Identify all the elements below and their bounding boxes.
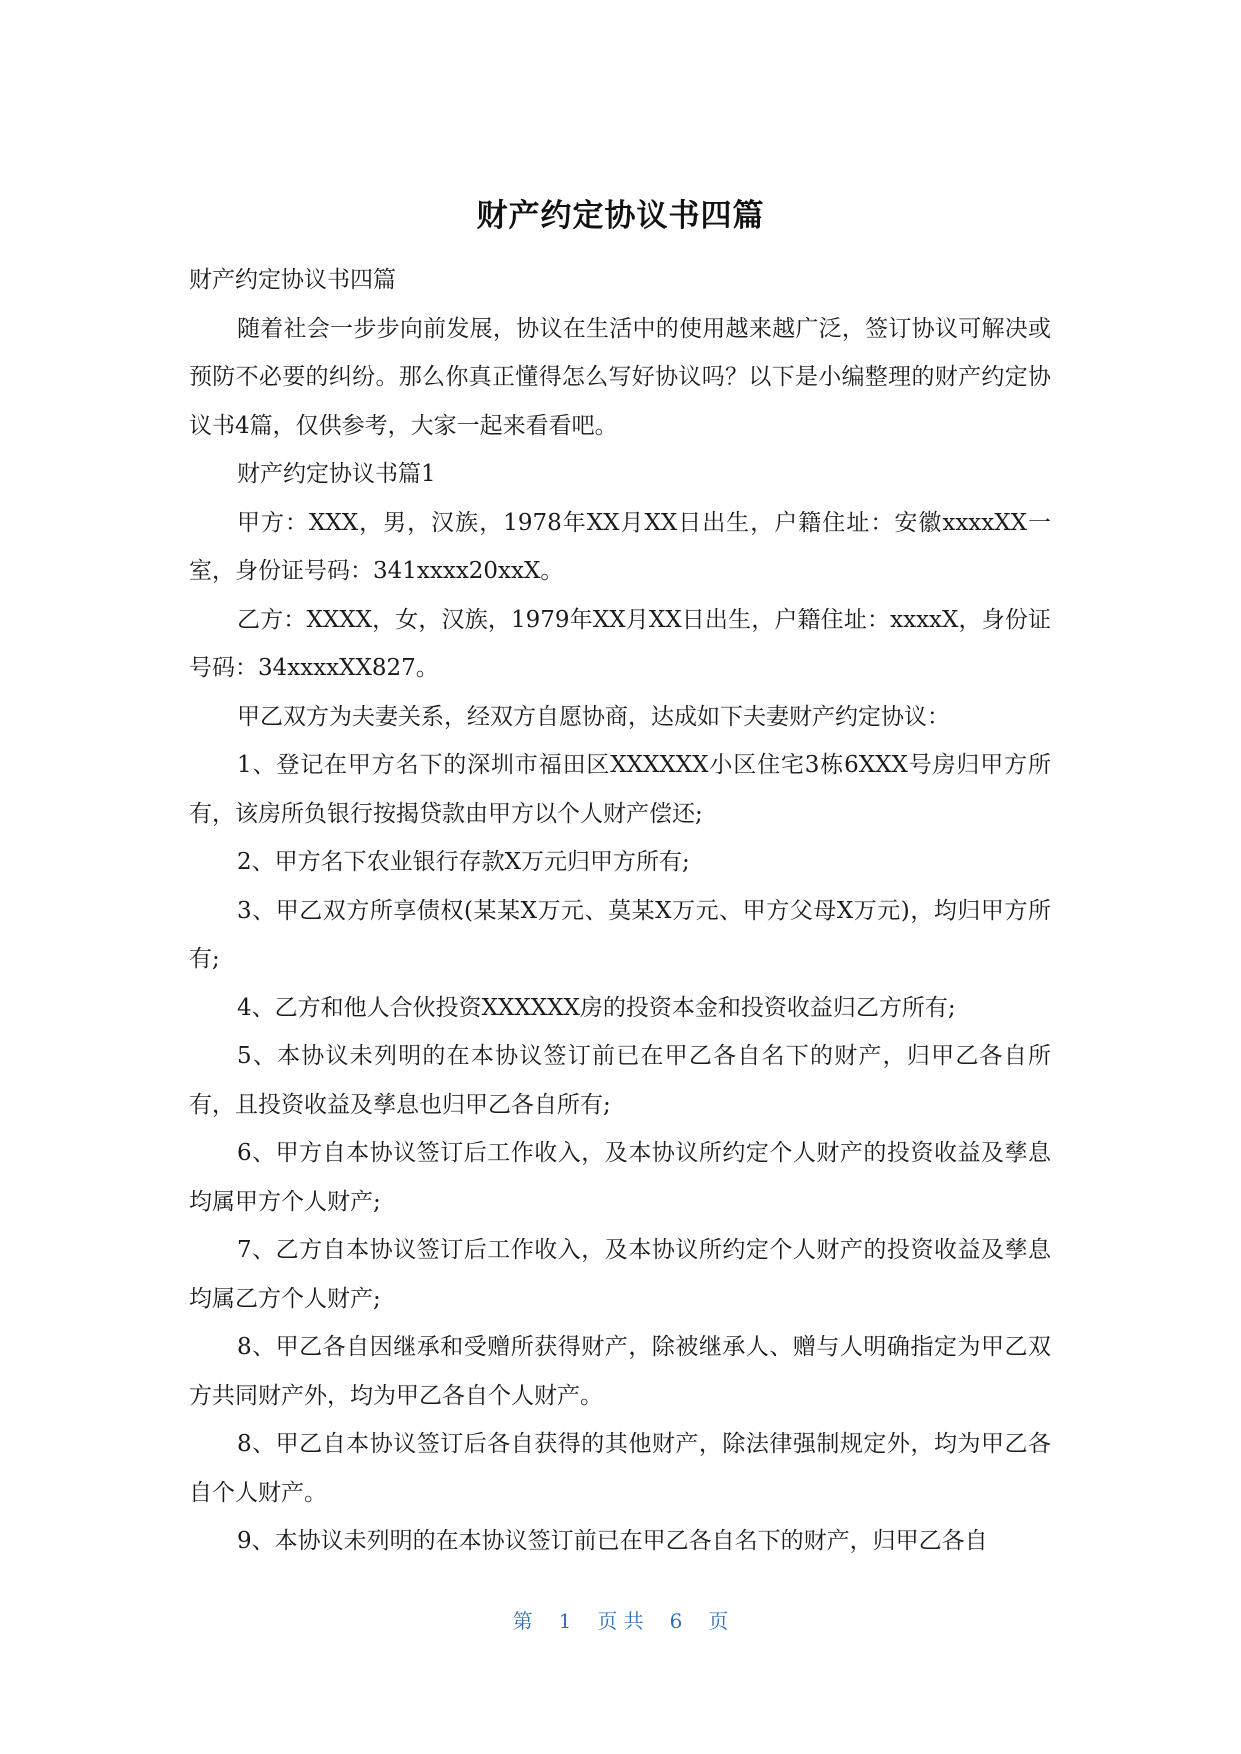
- section-heading: 财产约定协议书篇1: [237, 461, 436, 487]
- paragraph: 甲方：XXX，男，汉族，1978年XX月XX日出生，户籍住址：安徽xxxxXX一室，身份证号码：341xxxx20xxX。: [189, 509, 1051, 584]
- paragraph: 乙方：XXXX，女，汉族，1979年XX月XX日出生，户籍住址：xxxxX，身份证号码：34xxxxXX827。: [189, 606, 1051, 681]
- footer-of-label: 页 共: [597, 1609, 644, 1633]
- clause: 5、本协议未列明的在本协议签订前已在甲乙各自名下的财产，归甲乙各自所有，且投资收益及孳息也归甲乙各自所有;: [189, 1043, 1051, 1118]
- clause: 3、甲乙双方所享债权(某某X万元、莫某X万元、甲方父母X万元)，均归甲方所有;: [189, 897, 1051, 972]
- total-pages-number: 6: [669, 1609, 683, 1633]
- paragraph: 甲乙双方为夫妻关系，经双方自愿协商，达成如下夫妻财产约定协议：: [237, 703, 950, 730]
- clause: 2、甲方名下农业银行存款X万元归甲方所有;: [237, 849, 690, 875]
- paragraph: 财产约定协议书四篇: [189, 267, 396, 293]
- page-footer: [0, 1605, 1241, 1634]
- footer-page-label: 第: [512, 1609, 533, 1633]
- clause: 4、乙方和他人合伙投资XXXXXX房的投资本金和投资收益归乙方所有;: [237, 994, 956, 1021]
- clause: 6、甲方自本协议签订后工作收入，及本协议所约定个人财产的投资收益及孳息均属甲方个人财产;: [189, 1140, 1051, 1215]
- paragraph: 随着社会一步步向前发展，协议在生活中的使用越来越广泛，签订协议可解决或预防不必要的纠纷。那么你真正懂得怎么写好协议吗？以下是小编整理的财产约定协议书4篇，仅供参考，大家一起来看看吧。: [189, 315, 1051, 439]
- clause: 7、乙方自本协议签订后工作收入，及本协议所约定个人财产的投资收益及孳息均属乙方个人财产;: [189, 1237, 1051, 1312]
- document-title: 财产约定协议书四篇: [476, 198, 765, 234]
- document-body: [189, 256, 1051, 1566]
- clause: 9、本协议未列明的在本协议签订前已在甲乙各自名下的财产，归甲乙各自: [237, 1528, 988, 1554]
- clause: 8、甲乙各自因继承和受赠所获得财产，除被继承人、赠与人明确指定为甲乙双方共同财产外，均为甲乙各自个人财产。: [189, 1334, 1051, 1409]
- clause: 8、甲乙自本协议签订后各自获得的其他财产，除法律强制规定外，均为甲乙各自个人财产。: [189, 1431, 1051, 1506]
- current-page-number: 1: [558, 1609, 572, 1633]
- footer-pages-label: 页: [708, 1609, 729, 1633]
- clause: 1、登记在甲方名下的深圳市福田区XXXXXX小区住宅3栋6XXX号房归甲方所有，该房所负银行按揭贷款由甲方以个人财产偿还;: [189, 752, 1051, 827]
